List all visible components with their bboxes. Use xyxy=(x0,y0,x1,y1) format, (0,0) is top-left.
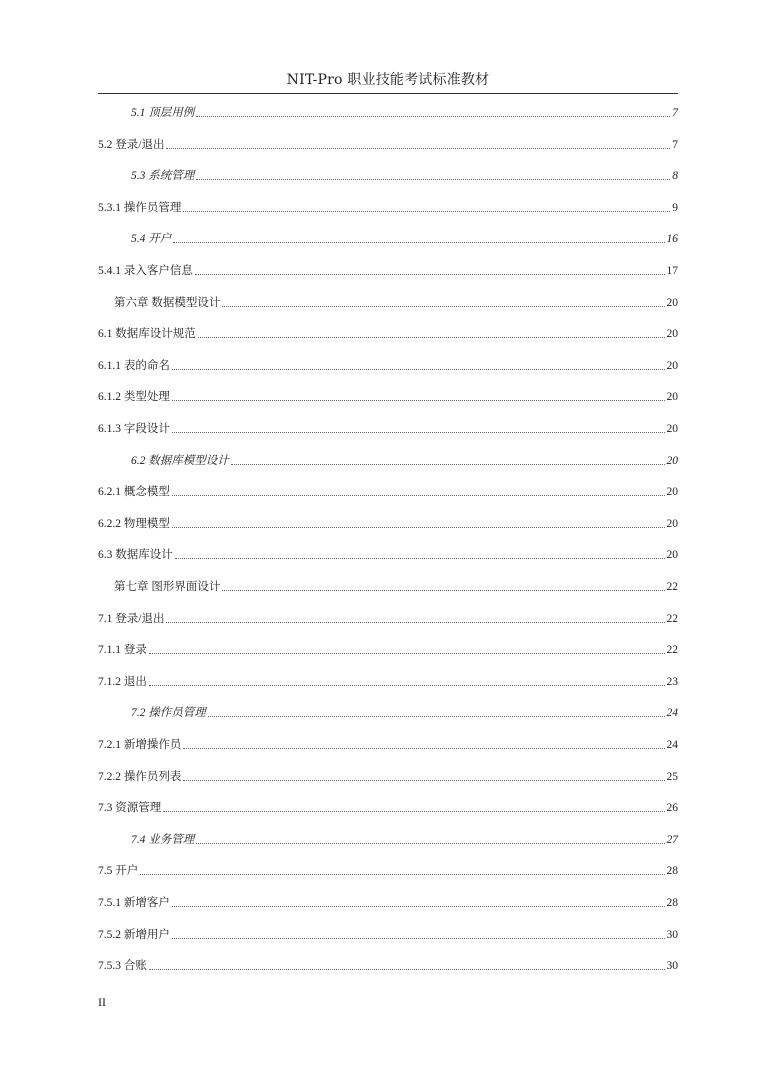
toc-entry[interactable] xyxy=(98,893,678,911)
toc-entry[interactable] xyxy=(98,609,678,627)
toc-entry[interactable] xyxy=(98,356,678,374)
toc-entry-label: 6.1.2 类型处理 xyxy=(98,391,170,404)
toc-entry[interactable] xyxy=(98,166,678,184)
toc-entry[interactable] xyxy=(98,261,678,279)
page-number: II xyxy=(98,995,106,1009)
toc-entry-label: 6.1.3 字段设计 xyxy=(98,423,170,435)
toc-dot-leader xyxy=(175,558,665,559)
toc-entry-label: 7.4 业务管理 xyxy=(131,833,195,846)
toc-entry-page: 9 xyxy=(672,201,678,214)
toc-entry[interactable] xyxy=(98,545,678,563)
toc-dot-leader xyxy=(173,242,664,243)
toc-dot-leader xyxy=(172,527,665,528)
toc-entry[interactable] xyxy=(98,735,678,753)
toc-entry-page: 24 xyxy=(666,739,678,751)
toc-dot-leader xyxy=(172,400,665,401)
toc-entry[interactable] xyxy=(98,135,678,153)
toc-entry-label: 5.3 系统管理 xyxy=(131,170,195,183)
toc-dot-leader xyxy=(222,306,664,307)
toc-dot-leader xyxy=(222,590,664,591)
toc-entry-label: 7.5.1 新增客户 xyxy=(98,897,170,909)
toc-dot-leader xyxy=(183,748,664,749)
toc-entry[interactable] xyxy=(98,861,678,879)
toc-entry-label: 第七章 图形界面设计 xyxy=(114,581,221,593)
toc-entry-page: 22 xyxy=(666,581,678,593)
toc-dot-leader xyxy=(172,432,665,433)
toc-entry[interactable] xyxy=(98,703,678,721)
toc-entry-label: 7.1 登录/退出 xyxy=(98,612,165,625)
toc-entry-label: 7.3 资源管理 xyxy=(98,802,162,815)
toc-entry-page: 24 xyxy=(666,707,678,720)
toc-entry[interactable] xyxy=(98,419,678,437)
toc-dot-leader xyxy=(166,148,670,149)
toc-entry-page: 16 xyxy=(666,233,678,246)
toc-entry-page: 20 xyxy=(666,454,678,467)
toc-entry[interactable] xyxy=(98,451,678,469)
toc-entry-page: 20 xyxy=(666,423,678,435)
toc-entry[interactable] xyxy=(98,514,678,532)
toc-dot-leader xyxy=(196,179,670,180)
toc-entry[interactable] xyxy=(98,293,678,311)
toc-entry[interactable] xyxy=(98,324,678,342)
toc-entry-page: 17 xyxy=(666,265,678,277)
toc-entry-label: 第六章 数据模型设计 xyxy=(114,296,221,309)
toc-entry-label: 6.2.2 物理模型 xyxy=(98,517,170,530)
toc-entry-label: 5.2 登录/退出 xyxy=(98,138,165,151)
header-rule xyxy=(98,93,678,94)
toc-entry-page: 30 xyxy=(666,928,678,941)
toc-dot-leader xyxy=(196,843,664,844)
toc-entry[interactable] xyxy=(98,229,678,247)
toc-dot-leader xyxy=(183,211,670,212)
toc-dot-leader xyxy=(149,969,665,970)
toc-entry[interactable] xyxy=(98,830,678,848)
toc-entry-label: 6.3 数据库设计 xyxy=(98,549,173,562)
toc-entry-label: 7.1.1 登录 xyxy=(98,644,147,657)
toc-entry-label: 7.5.2 新增用户 xyxy=(98,928,170,941)
toc-dot-leader xyxy=(172,369,665,370)
toc-entry-page: 27 xyxy=(666,833,678,846)
toc-entry-label: 6.1.1 表的命名 xyxy=(98,359,170,372)
toc-entry-label: 7.2.1 新增操作员 xyxy=(98,739,182,751)
page-header-title: NIT-Pro 职业技能考试标准教材 xyxy=(286,72,490,88)
toc-dot-leader xyxy=(149,685,665,686)
toc-entry-label: 6.1 数据库设计规范 xyxy=(98,328,196,341)
toc-entry-page: 22 xyxy=(666,644,678,657)
toc-entry-label: 5.4 开户 xyxy=(131,233,172,246)
toc-dot-leader xyxy=(172,495,665,496)
toc-entry-page: 30 xyxy=(666,960,678,973)
toc-entry-label: 6.2.1 概念模型 xyxy=(98,486,170,499)
toc-entry-label: 7.5 开户 xyxy=(98,865,139,878)
toc-entry[interactable] xyxy=(98,767,678,785)
toc-dot-leader xyxy=(183,780,664,781)
toc-entry[interactable] xyxy=(98,103,678,121)
toc-entry[interactable] xyxy=(98,577,678,595)
toc-entry[interactable] xyxy=(98,482,678,500)
toc-entry[interactable] xyxy=(98,925,678,943)
toc-entry-page: 20 xyxy=(666,328,678,341)
toc-entry-label: 6.2 数据库模型设计 xyxy=(131,454,229,467)
toc-dot-leader xyxy=(198,337,665,338)
toc-entry-page: 20 xyxy=(666,486,678,499)
toc-entry-page: 7 xyxy=(672,138,678,151)
toc-dot-leader xyxy=(166,622,664,623)
toc-dot-leader xyxy=(140,874,664,875)
toc-entry-page: 28 xyxy=(666,865,678,878)
toc-dot-leader xyxy=(172,906,665,907)
toc-entry-page: 7 xyxy=(672,107,678,119)
toc-entry-label: 7.2.2 操作员列表 xyxy=(98,770,182,783)
toc-entry-page: 22 xyxy=(666,612,678,625)
toc-dot-leader xyxy=(231,464,665,465)
toc-entry-page: 26 xyxy=(666,802,678,815)
toc-entry-page: 25 xyxy=(666,770,678,783)
toc-dot-leader xyxy=(149,653,665,654)
toc-entry[interactable] xyxy=(98,387,678,405)
toc-entry-page: 20 xyxy=(666,549,678,562)
toc-entry-page: 20 xyxy=(666,517,678,530)
toc-entry-page: 23 xyxy=(666,675,678,688)
toc-dot-leader xyxy=(195,274,665,275)
toc-entry-page: 20 xyxy=(666,359,678,372)
toc-entry-label: 5.3.1 操作员管理 xyxy=(98,201,182,214)
toc-entry[interactable] xyxy=(98,798,678,816)
toc-entry[interactable] xyxy=(98,672,678,690)
toc-dot-leader xyxy=(196,116,670,117)
toc-entry[interactable] xyxy=(98,198,678,216)
toc-entry-label: 7.5.3 合账 xyxy=(98,960,147,973)
toc-entry-label: 7.2 操作员管理 xyxy=(131,707,206,720)
toc-entry-page: 8 xyxy=(672,170,678,183)
toc-entry-label: 5.4.1 录入客户信息 xyxy=(98,265,193,277)
toc-dot-leader xyxy=(208,716,665,717)
toc-entry-page: 28 xyxy=(666,897,678,909)
toc-dot-leader xyxy=(172,938,665,939)
toc-entry-label: 7.1.2 退出 xyxy=(98,675,147,688)
toc-dot-leader xyxy=(163,811,664,812)
toc-entry[interactable] xyxy=(98,640,678,658)
toc-entry[interactable] xyxy=(98,956,678,974)
toc-entry-page: 20 xyxy=(666,296,678,309)
toc-entry-page: 20 xyxy=(666,391,678,404)
toc-entry-label: 5.1 顶层用例 xyxy=(131,107,195,119)
